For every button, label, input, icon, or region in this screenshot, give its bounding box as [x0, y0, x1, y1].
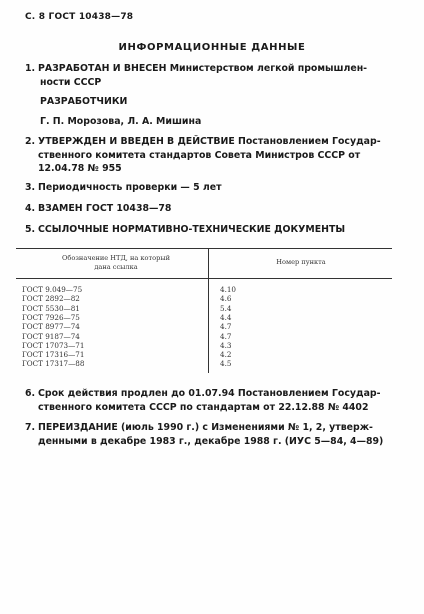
table-cell-paragraph: 4.5	[220, 359, 232, 369]
table-cell-designation: ГОСТ 17317—88	[22, 359, 85, 369]
table-cell-designation: ГОСТ 9187—74	[22, 331, 80, 341]
table-cell-paragraph: 4.4	[220, 312, 232, 322]
developers-heading-text: РАЗРАБОТЧИКИ	[40, 96, 128, 107]
item-3-text: Периодичность проверки — 5 лет	[38, 182, 222, 193]
item-1-line-2: ности СССР	[40, 76, 102, 88]
item-3-number: 3.	[25, 182, 36, 193]
table-cell-designation: ГОСТ 5530—81	[22, 303, 80, 313]
developers-names-text: Г. П. Морозова, Л. А. Мишина	[40, 116, 202, 127]
table-cell-paragraph: 4.7	[220, 322, 232, 332]
item-2-number: 2.	[25, 136, 36, 147]
table-cell-paragraph: 4.3	[220, 340, 232, 350]
item-2-line-2: ственного комитета стандартов Совета Министров СССР от	[38, 149, 361, 161]
table-cell-paragraph: 5.4	[220, 303, 232, 313]
item-2-line-3: 12.04.78 № 955	[38, 163, 122, 174]
item-4-text: ВЗАМЕН ГОСТ 10438—78	[38, 203, 172, 214]
table-cell-designation: ГОСТ 17073—71	[22, 340, 85, 350]
developers-names	[40, 115, 201, 129]
document-title: ИНФОРМАЦИОННЫЕ ДАННЫЕ	[118, 42, 306, 53]
item-6-number: 6.	[25, 388, 36, 399]
item-6-line-2: ственного комитета СССР по стандартам от 22.12.88 № 4402	[38, 401, 369, 413]
page-header: С. 8 ГОСТ 10438—78	[25, 12, 134, 22]
table-top-rule	[16, 248, 392, 249]
table-cell-paragraph: 4.7	[220, 331, 232, 341]
table-cell-paragraph: 4.10	[220, 285, 237, 294]
item-6-line-1: Срок действия продлен до 01.07.94 Постановлением Государ-	[38, 388, 381, 399]
table-cell-paragraph: 4.2	[220, 350, 232, 360]
item-4-number: 4.	[25, 203, 36, 214]
table-cell-designation: ГОСТ 17316—71	[22, 350, 85, 360]
table-column-divider	[208, 248, 209, 373]
table-cell-designation: ГОСТ 7926—75	[22, 312, 80, 322]
item-2-line-1: УТВЕРЖДЕН И ВВЕДЕН В ДЕЙСТВИЕ Постановлением Государ-	[38, 136, 381, 147]
item-7-number: 7.	[25, 422, 36, 433]
table-cell-designation: ГОСТ 9.049—75	[22, 285, 83, 294]
table-cell-paragraph: 4.6	[220, 294, 232, 304]
developers-heading	[40, 95, 127, 109]
item-1-line-1: РАЗРАБОТАН И ВНЕСЕН Министерством легкой промышлен-	[38, 63, 368, 74]
item-5-text: ССЫЛОЧНЫЕ НОРМАТИВНО-ТЕХНИЧЕСКИЕ ДОКУМЕНТЫ	[38, 224, 346, 235]
item-5-number: 5.	[25, 224, 36, 235]
table-header-rule	[16, 278, 392, 279]
table-cell-designation: ГОСТ 8977—74	[22, 322, 80, 332]
item-7-line-2: денными в декабре 1983 г., декабре 1988 г. (ИУС 5—84, 4—89)	[38, 435, 384, 447]
table-header-paragraph: Номер пункта	[276, 258, 326, 266]
table-header-designation: Обозначение НТД, на который дана ссылка	[61, 254, 170, 271]
item-1-number: 1.	[25, 63, 36, 74]
item-7-line-1: ПЕРЕИЗДАНИЕ (июль 1990 г.) с Изменениями № 1, 2, утверж-	[38, 422, 373, 433]
reference-documents-table	[16, 248, 392, 373]
table-cell-designation: ГОСТ 2892—82	[22, 294, 80, 304]
